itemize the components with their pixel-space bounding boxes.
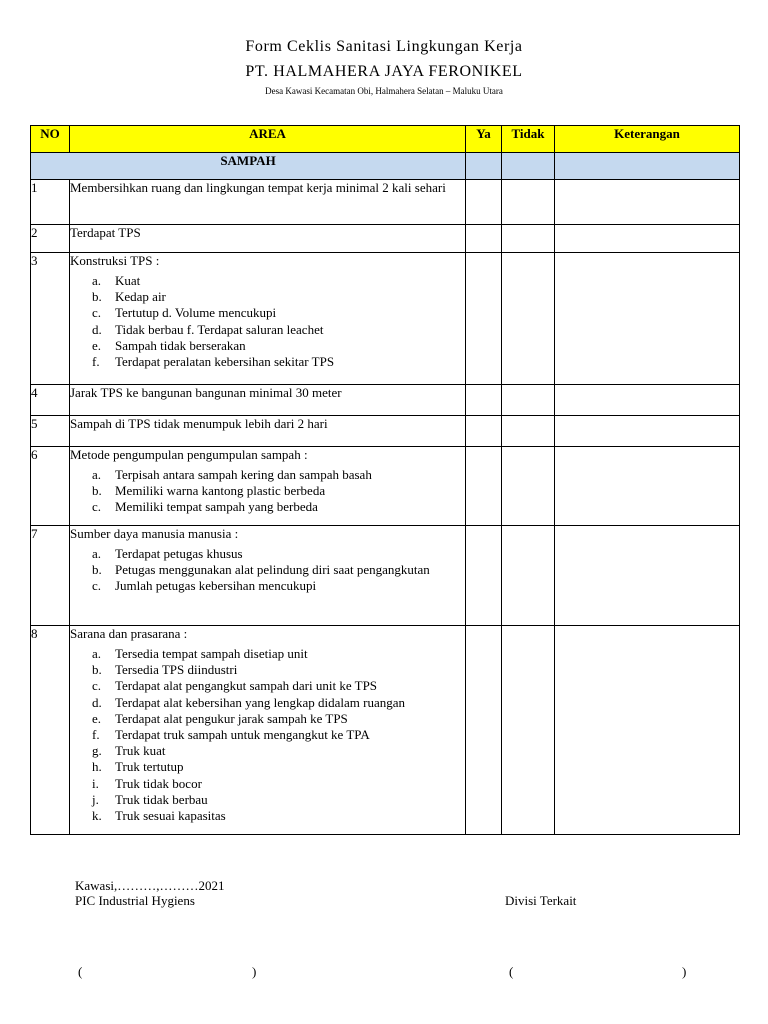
row-number: 6 <box>31 447 70 526</box>
sub-item-text: Tersedia TPS diindustri <box>115 662 238 678</box>
tidak-cell[interactable] <box>502 526 555 626</box>
row-number: 2 <box>31 225 70 253</box>
place-date: Kawasi,………,………2021 <box>75 878 225 893</box>
ya-cell[interactable] <box>466 180 502 225</box>
section-tidak-cell <box>502 153 555 180</box>
sub-item <box>92 562 465 578</box>
sub-item-list <box>70 646 465 824</box>
ya-cell[interactable] <box>466 447 502 526</box>
sub-item <box>92 499 465 515</box>
divisi-signature-close-paren: ) <box>682 964 687 979</box>
row-number: 3 <box>31 253 70 385</box>
sub-item-text: Memiliki tempat sampah yang berbeda <box>115 499 318 515</box>
section-ya-cell <box>466 153 502 180</box>
sub-item-text: Tertutup d. Volume mencukupi <box>115 305 277 321</box>
table-row <box>31 385 740 416</box>
row-number: 1 <box>31 180 70 225</box>
row-number: 7 <box>31 526 70 626</box>
section-keterangan-cell <box>555 153 740 180</box>
sub-item <box>92 322 465 338</box>
sub-item <box>92 273 465 289</box>
sub-item-marker: e. <box>92 710 102 726</box>
table-row <box>31 626 740 835</box>
tidak-cell[interactable] <box>502 626 555 835</box>
sub-item-marker: i. <box>92 775 99 791</box>
column-header-area: AREA <box>70 126 466 153</box>
sub-item <box>92 727 465 743</box>
sub-item-text: Terdapat peralatan kebersihan sekitar TPS <box>115 354 335 370</box>
row-area-text: Terdapat TPS <box>70 225 141 240</box>
sub-item <box>92 776 465 792</box>
pic-label: PIC Industrial Hygiens <box>75 893 195 908</box>
company-name: PT. HALMAHERA JAYA FERONIKEL <box>245 63 523 80</box>
sub-item-list <box>70 546 465 595</box>
sub-item-marker: g. <box>92 743 102 759</box>
sub-item-marker: d. <box>92 321 102 337</box>
row-area <box>70 253 466 385</box>
sub-item-text: Terdapat petugas khusus <box>115 546 243 561</box>
table-row <box>31 447 740 526</box>
section-title: SAMPAH <box>220 153 276 168</box>
pic-signature-close-paren: ) <box>252 964 257 979</box>
ya-cell[interactable] <box>466 385 502 416</box>
sub-item-marker: c. <box>92 499 102 515</box>
divisi-signature-open-paren: ( <box>509 964 514 979</box>
sub-item-text: Terdapat alat pengukur jarak sampah ke TPS <box>115 710 348 726</box>
table-row <box>31 253 740 385</box>
sub-item-marker: c. <box>92 578 102 594</box>
sub-item-marker: c. <box>92 305 102 321</box>
sub-item-marker: a. <box>92 273 102 288</box>
ya-cell[interactable] <box>466 253 502 385</box>
tidak-cell[interactable] <box>502 447 555 526</box>
sub-item-marker: b. <box>92 562 102 578</box>
sub-item <box>92 305 465 321</box>
row-area-text: Jarak TPS ke bangunan bangunan minimal 30 meter <box>70 385 342 400</box>
sub-item-marker: f. <box>92 727 100 743</box>
row-area-text: Metode pengumpulan pengumpulan sampah : <box>70 447 308 462</box>
sub-item-text: Truk tertutup <box>115 759 184 775</box>
sub-item-text: Tersedia tempat sampah disetiap unit <box>115 646 308 661</box>
sub-item <box>92 354 465 370</box>
sub-item-marker: f. <box>92 354 100 370</box>
keterangan-cell[interactable] <box>555 416 740 447</box>
sub-item-text: Terdapat alat kebersihan yang lengkap didalam ruangan <box>115 694 406 710</box>
sub-item-marker: a. <box>92 646 102 661</box>
row-area <box>70 447 466 526</box>
sub-item-marker: b. <box>92 289 102 305</box>
sub-item-text: Terdapat truk sampah untuk mengangkut ke TPA <box>115 727 370 743</box>
sub-item <box>92 646 465 662</box>
sub-item <box>92 546 465 562</box>
sub-item <box>92 759 465 775</box>
keterangan-cell[interactable] <box>555 225 740 253</box>
row-area-text: Sampah di TPS tidak menumpuk lebih dari 2 hari <box>70 416 328 431</box>
sub-item-text: Truk sesuai kapasitas <box>115 808 226 824</box>
sub-item-text: Memiliki warna kantong plastic berbeda <box>115 483 326 499</box>
row-area <box>70 526 466 626</box>
row-area <box>70 180 466 225</box>
sub-item <box>92 695 465 711</box>
sub-item-text: Kuat <box>115 273 141 288</box>
sub-item-marker: e. <box>92 337 102 353</box>
sub-item <box>92 467 465 483</box>
ya-cell[interactable] <box>466 526 502 626</box>
sub-item <box>92 578 465 594</box>
sub-item-marker: h. <box>92 759 102 775</box>
sub-item <box>92 678 465 694</box>
sub-item-text: Truk tidak bocor <box>115 775 202 791</box>
table-header-row <box>31 126 740 153</box>
tidak-cell[interactable] <box>502 385 555 416</box>
sub-item <box>92 743 465 759</box>
sub-item-text: Sampah tidak berserakan <box>115 337 246 353</box>
keterangan-cell[interactable] <box>555 180 740 225</box>
form-title: Form Ceklis Sanitasi Lingkungan Kerja <box>245 38 523 55</box>
sub-item-list <box>70 467 465 516</box>
table-row <box>31 526 740 626</box>
sub-item-marker: a. <box>92 467 102 482</box>
keterangan-cell[interactable] <box>555 385 740 416</box>
ya-cell[interactable] <box>466 225 502 253</box>
ya-cell[interactable] <box>466 416 502 447</box>
sub-item-marker: c. <box>92 678 102 694</box>
row-area <box>70 416 466 447</box>
row-number: 8 <box>31 626 70 835</box>
keterangan-cell[interactable] <box>555 253 740 385</box>
sub-item-list <box>70 273 465 370</box>
keterangan-cell[interactable] <box>555 526 740 626</box>
row-number: 4 <box>31 385 70 416</box>
keterangan-cell[interactable] <box>555 626 740 835</box>
column-header-keterangan: Keterangan <box>555 126 740 153</box>
sub-item-marker: a. <box>92 546 102 561</box>
row-number: 5 <box>31 416 70 447</box>
sub-item <box>92 792 465 808</box>
sub-item-marker: k. <box>92 808 102 824</box>
keterangan-cell[interactable] <box>555 447 740 526</box>
table-row <box>31 416 740 447</box>
row-area-text: Konstruksi TPS : <box>70 253 160 268</box>
column-header-no: NO <box>31 126 70 153</box>
sub-item-marker: j. <box>92 791 99 807</box>
sub-item-text: Petugas menggunakan alat pelindung diri saat pengangkutan <box>115 562 430 578</box>
sub-item <box>92 338 465 354</box>
column-header-tidak: Tidak <box>502 126 555 153</box>
tidak-cell[interactable] <box>502 416 555 447</box>
section-label <box>31 153 466 180</box>
sub-item <box>92 289 465 305</box>
divisi-label: Divisi Terkait <box>505 893 577 908</box>
sub-item <box>92 808 465 824</box>
sub-item-text: Kedap air <box>115 289 166 305</box>
sub-item-text: Tidak berbau f. Terdapat saluran leachet <box>115 321 324 337</box>
pic-signature-open-paren: ( <box>78 964 83 979</box>
sub-item-text: Terdapat alat pengangkut sampah dari unit ke TPS <box>115 678 378 694</box>
sub-item <box>92 483 465 499</box>
ya-cell[interactable] <box>466 626 502 835</box>
column-header-ya: Ya <box>466 126 502 153</box>
sub-item-text: Terpisah antara sampah kering dan sampah basah <box>115 467 372 482</box>
sub-item-text: Jumlah petugas kebersihan mencukupi <box>115 578 317 594</box>
sub-item <box>92 662 465 678</box>
sub-item-text: Truk tidak berbau <box>115 791 208 807</box>
company-address: Desa Kawasi Kecamatan Obi, Halmahera Selatan – Maluku Utara <box>265 86 503 96</box>
sub-item-marker: b. <box>92 662 102 678</box>
row-area-text: Membersihkan ruang dan lingkungan tempat kerja minimal 2 kali sehari <box>70 180 446 195</box>
row-area <box>70 225 466 253</box>
tidak-cell[interactable] <box>502 180 555 225</box>
section-row <box>31 153 740 180</box>
table-row <box>31 180 740 225</box>
row-area-text: Sarana dan prasarana : <box>70 626 188 641</box>
sub-item <box>92 711 465 727</box>
tidak-cell[interactable] <box>502 225 555 253</box>
sub-item-marker: d. <box>92 694 102 710</box>
checklist-table <box>30 125 740 835</box>
row-area-text: Sumber daya manusia manusia : <box>70 526 239 541</box>
row-area <box>70 626 466 835</box>
sub-item-text: Truk kuat <box>115 743 166 759</box>
row-area <box>70 385 466 416</box>
table-row <box>31 225 740 253</box>
tidak-cell[interactable] <box>502 253 555 385</box>
sub-item-marker: b. <box>92 483 102 499</box>
